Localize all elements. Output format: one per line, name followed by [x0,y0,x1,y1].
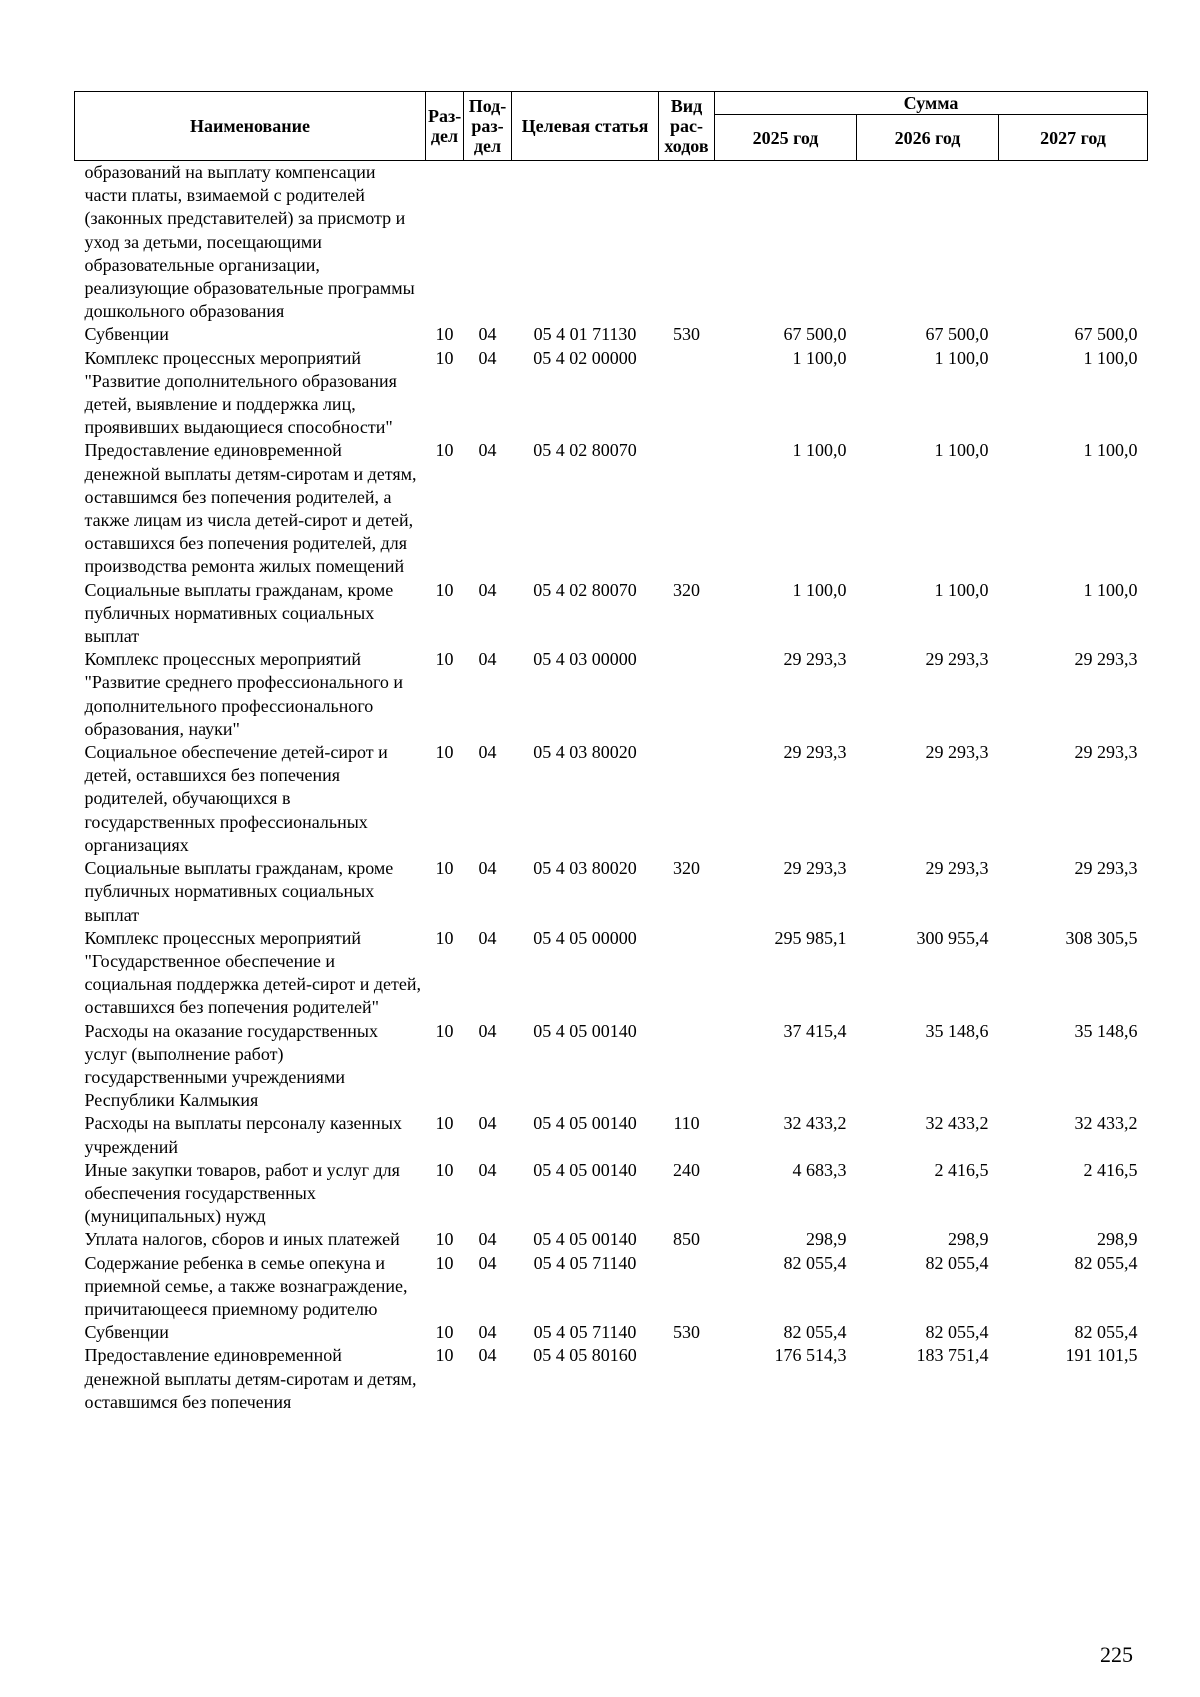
table-row [75,161,1148,324]
row-amount-2027: 1 100,0 [1083,347,1138,368]
row-amount-2025: 4 683,3 [792,1159,847,1180]
row-section: 10 [435,1345,454,1366]
row-amount-2026: 298,9 [948,1229,989,1250]
row-amount-2026: 35 148,6 [925,1020,989,1041]
row-name: Комплекс процессных мероприятий "Развитие дополнительного образования детей, выявление и поддержка лиц, проявивших выдающиеся способности" [84,347,397,438]
row-amount-2025: 29 293,3 [783,858,847,879]
row-amount-2027: 82 055,4 [1074,1322,1138,1343]
row-kind [659,648,715,741]
row-subsection: 04 [478,1020,497,1041]
row-section: 10 [435,347,454,368]
row-kind: 850 [673,1229,700,1250]
row-subsection: 04 [478,1252,497,1273]
table-row [75,439,1148,578]
row-section: 10 [435,1020,454,1041]
row-amount-2027: 1 100,0 [1083,440,1138,461]
table-row [75,579,1148,649]
row-amount-2025: 32 433,2 [783,1113,847,1134]
row-name: Социальные выплаты гражданам, кроме публичных нормативных социальных выплат [84,858,394,925]
row-name: Социальное обеспечение детей-сирот и детей, оставшихся без попечения родителей, обучающихся в государственных профессиональных организациях [84,742,388,855]
row-kind [659,927,715,1020]
row-amount-2026: 300 955,4 [916,927,989,948]
row-kind [659,741,715,857]
table-row [75,1344,1148,1414]
table-header [75,92,1148,161]
row-subsection: 04 [478,347,497,368]
row-kind: 320 [673,579,700,600]
table-row [75,1112,1148,1158]
row-amount-2025: 1 100,0 [792,440,847,461]
table-row [75,1252,1148,1322]
row-target: 05 4 05 00140 [533,1113,637,1134]
row-amount-2027: 35 148,6 [1074,1020,1138,1041]
row-amount-2027: 2 416,5 [1083,1159,1138,1180]
page-number: 225 [1100,1642,1133,1667]
row-target: 05 4 05 00140 [533,1159,637,1180]
row-amount-2026: 32 433,2 [925,1113,989,1134]
row-kind: 240 [673,1159,700,1180]
row-target: 05 4 05 71140 [533,1322,637,1343]
row-kind [659,1020,715,1113]
row-subsection: 04 [478,440,497,461]
row-amount-2025 [715,161,857,324]
row-amount-2026: 1 100,0 [934,440,989,461]
row-section: 10 [435,742,454,763]
row-amount-2025: 298,9 [806,1229,847,1250]
row-section: 10 [435,858,454,879]
row-amount-2027: 67 500,0 [1074,324,1138,345]
row-subsection: 04 [478,858,497,879]
row-amount-2025: 176 514,3 [774,1345,847,1366]
header-sum: Сумма [715,92,1148,115]
row-amount-2027: 191 101,5 [1065,1345,1138,1366]
row-amount-2026 [857,161,999,324]
row-section: 10 [435,1229,454,1250]
header-year-2026: 2026 год [857,115,999,161]
header-target: Целевая статья [512,92,659,161]
row-name: Иные закупки товаров, работ и услуг для обеспечения государственных (муниципальных) нужд [84,1159,400,1227]
row-target: 05 4 05 00140 [533,1229,637,1250]
table-row [75,741,1148,857]
row-subsection: 04 [478,927,497,948]
row-section: 10 [435,579,454,600]
row-name: Комплекс процессных мероприятий "Развитие среднего профессионального и дополнительного профессионального образования, науки" [84,649,404,739]
row-kind: 320 [673,858,700,879]
row-amount-2026: 29 293,3 [925,858,989,879]
row-amount-2025: 29 293,3 [783,742,847,763]
row-kind: 110 [673,1113,700,1134]
row-amount-2027: 298,9 [1097,1229,1138,1250]
row-section [426,161,464,324]
row-subsection: 04 [478,742,497,763]
row-subsection [464,161,512,324]
row-amount-2027: 29 293,3 [1074,742,1138,763]
budget-table [74,91,1148,1414]
row-section: 10 [435,1113,454,1134]
row-amount-2026: 1 100,0 [934,579,989,600]
table-row [75,1020,1148,1113]
row-name: Уплата налогов, сборов и иных платежей [84,1229,400,1250]
table-row [75,857,1148,927]
row-kind: 530 [673,324,700,345]
budget-table-page [74,91,1147,1414]
row-amount-2027: 32 433,2 [1074,1113,1138,1134]
row-target: 05 4 05 71140 [533,1252,637,1273]
row-amount-2026: 2 416,5 [934,1159,989,1180]
row-kind [659,1252,715,1322]
row-target: 05 4 05 00000 [533,927,637,948]
row-amount-2027: 1 100,0 [1083,579,1138,600]
row-name: образований на выплату компенсации части платы, взимаемой с родителей (законных представителей) за присмотр и уход за детьми, посещающими образовательные организации, реализующие образовательные программы дошкольного образования [84,162,415,322]
row-target: 05 4 02 00000 [533,347,637,368]
row-subsection: 04 [478,579,497,600]
row-kind [659,161,715,324]
row-target: 05 4 03 00000 [533,649,637,670]
row-name: Расходы на выплаты персоналу казенных учреждений [84,1113,402,1157]
row-amount-2026: 82 055,4 [925,1322,989,1343]
row-target [512,161,659,324]
row-name: Социальные выплаты гражданам, кроме публичных нормативных социальных выплат [84,579,394,647]
row-amount-2025: 67 500,0 [783,324,847,345]
table-row [75,347,1148,440]
row-target: 05 4 03 80020 [533,858,637,879]
row-kind [659,1344,715,1414]
row-amount-2026: 67 500,0 [925,324,989,345]
row-subsection: 04 [478,1345,497,1366]
table-row [75,1321,1148,1344]
row-amount-2025: 37 415,4 [783,1020,847,1041]
row-amount-2027: 29 293,3 [1074,858,1138,879]
header-name: Наименование [75,92,426,161]
row-amount-2025: 29 293,3 [783,649,847,670]
row-amount-2027: 308 305,5 [1065,927,1138,948]
row-section: 10 [435,440,454,461]
row-amount-2027: 82 055,4 [1074,1252,1138,1273]
row-name: Расходы на оказание государственных услуг (выполнение работ) государственными учреждениями Республики Калмыкия [84,1020,378,1111]
row-section: 10 [435,1159,454,1180]
row-kind [659,347,715,440]
row-section: 10 [435,1252,454,1273]
row-target: 05 4 01 71130 [533,324,637,345]
row-kind: 530 [673,1322,700,1343]
row-subsection: 04 [478,1113,497,1134]
row-target: 05 4 03 80020 [533,742,637,763]
row-subsection: 04 [478,649,497,670]
row-target: 05 4 02 80070 [533,579,637,600]
row-target: 05 4 05 80160 [533,1345,637,1366]
row-amount-2026: 183 751,4 [916,1345,989,1366]
row-amount-2027: 29 293,3 [1074,649,1138,670]
row-amount-2025: 1 100,0 [792,347,847,368]
header-section: Раз-дел [426,92,464,161]
row-amount-2025: 82 055,4 [783,1322,847,1343]
header-year-2027: 2027 год [999,115,1148,161]
row-section: 10 [435,649,454,670]
row-name: Содержание ребенка в семье опекуна и приемной семье, а также вознаграждение, причитающееся приемному родителю [84,1252,408,1319]
row-section: 10 [435,927,454,948]
row-name: Предоставление единовременной денежной выплаты детям-сиротам и детям, оставшимся без попечения [84,1345,417,1412]
row-subsection: 04 [478,1229,497,1250]
row-amount-2025: 295 985,1 [774,927,847,948]
row-amount-2026: 82 055,4 [925,1252,989,1273]
table-row [75,1159,1148,1229]
table-row [75,648,1148,741]
row-subsection: 04 [478,1159,497,1180]
row-target: 05 4 02 80070 [533,440,637,461]
row-amount-2026: 29 293,3 [925,742,989,763]
table-row [75,1228,1148,1251]
row-name: Субвенции [84,1322,169,1343]
row-amount-2025: 1 100,0 [792,579,847,600]
row-amount-2026: 29 293,3 [925,649,989,670]
row-name: Субвенции [84,324,169,345]
row-subsection: 04 [478,1322,497,1343]
row-kind [659,439,715,578]
header-subsection: Под-раз-дел [464,92,512,161]
row-amount-2026: 1 100,0 [934,347,989,368]
table-row [75,927,1148,1020]
row-subsection: 04 [478,324,497,345]
table-body [75,161,1148,1414]
row-target: 05 4 05 00140 [533,1020,637,1041]
row-name: Комплекс процессных мероприятий "Государственное обеспечение и социальная поддержка детей-сирот и детей, оставшихся без попечения родителей" [84,927,421,1018]
row-section: 10 [435,324,454,345]
row-amount-2027 [999,161,1148,324]
row-name: Предоставление единовременной денежной выплаты детям-сиротам и детям, оставшимся без попечения родителей, а также лицам из числа детей-сирот и детей, оставшихся без попечения родителей, для производства ремонта жилых помещений [84,440,417,577]
header-kind: Вид рас-ходов [659,92,715,161]
row-amount-2025: 82 055,4 [783,1252,847,1273]
header-year-2025: 2025 год [715,115,857,161]
row-section: 10 [435,1322,454,1343]
table-row [75,323,1148,346]
